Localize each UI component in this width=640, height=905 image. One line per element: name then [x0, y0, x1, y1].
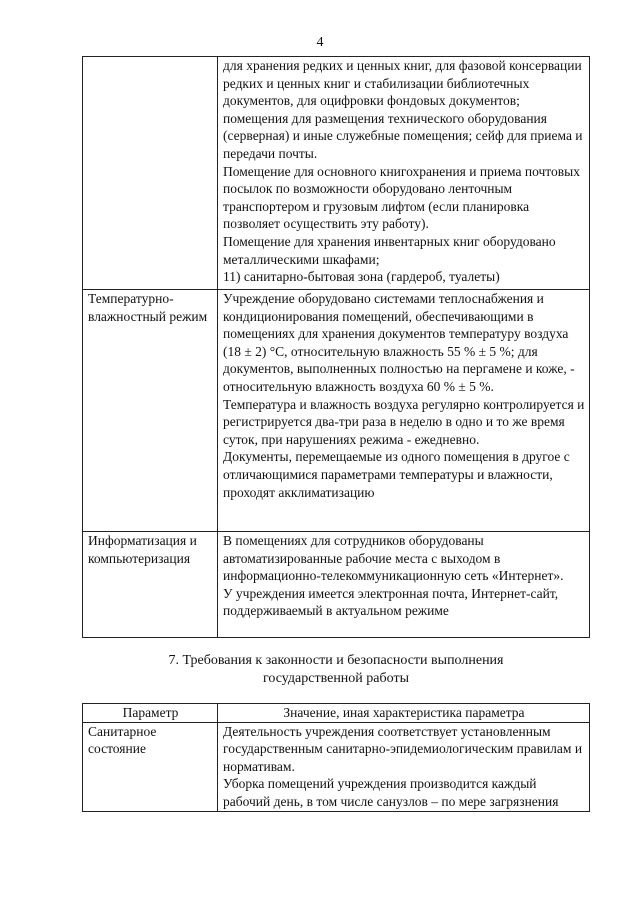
table-row: [83, 532, 590, 638]
table-header-row: [83, 704, 590, 723]
value-paragraph: Помещение для хранения инвентарных книг оборудовано металлическими шкафами;: [223, 233, 556, 267]
section-title-line: 7. Требования к законности и безопасности выполнения: [168, 653, 504, 668]
value-paragraph: Документы, перемещаемые из одного помещения в другое с отличающимися параметрами температуры и влажности, проходят акклиматизацию: [223, 449, 570, 500]
section-title-line: государственной работы: [263, 671, 409, 686]
value-paragraph: Деятельность учреждения соответствует установленным государственным санитарно-эпидемиологическим правилам и нормативам.: [223, 723, 583, 774]
page-number: 4: [316, 35, 324, 50]
value-paragraph: У учреждения имеется электронная почта, Интернет-сайт, поддерживаемый в актуальном режиме: [223, 585, 559, 619]
table-row: [83, 57, 590, 290]
value-paragraph: Температура и влажность воздуха регулярно контролируется и регистрируется два-три раза в неделю в одно и то же время суток, при нарушениях режима - ежедневно.: [223, 396, 585, 447]
table-row: [83, 722, 590, 811]
table-row: [83, 290, 590, 532]
requirements-table-continued: [82, 56, 590, 638]
legality-safety-table: [82, 703, 590, 812]
value-paragraph: Помещение для основного книгохранения и приема почтовых посылок по возможности оборудовано ленточным транспортером и грузовым лифтом (если планировка позволяет осуществить эту работу).: [223, 163, 580, 232]
param-cell: Санитарное состояние: [83, 722, 218, 811]
value-paragraph: Учреждение оборудовано системами теплоснабжения и кондиционирования помещений, обеспечивающими в помещениях для хранения документов температуру воздуха (18 ± 2) °С, относительную влажность 55 % ± 5 %; для документов, выполненных полностью на пергамене и коже, - относительную влажность воздуха 60 % ± 5 %.: [223, 291, 575, 394]
column-header-value: Значение, иная характеристика параметра: [218, 704, 590, 723]
param-cell: [83, 57, 218, 290]
param-cell: Температурно-влажностный режим: [83, 290, 218, 532]
param-cell: Информатизация и компьютеризация: [83, 532, 218, 638]
value-paragraph: В помещениях для сотрудников оборудованы автоматизированные рабочие места с выходом в информационно-телекоммуникационную сеть «Интернет».: [223, 533, 564, 584]
value-paragraph: Уборка помещений учреждения производится каждый рабочий день, в том числе санузлов – по мере загрязнения: [223, 776, 559, 809]
value-cell: [218, 57, 590, 290]
value-cell: [218, 290, 590, 532]
value-paragraph: 11) санитарно-бытовая зона (гардероб, туалеты): [223, 269, 500, 285]
column-header-param: Параметр: [83, 704, 218, 723]
value-cell: [218, 722, 590, 811]
section-title: [82, 652, 590, 688]
value-paragraph: для хранения редких и ценных книг, для фазовой консервации редких и ценных книг и стабилизации библиотечных документов, для оцифровки фондовых документов; помещения для размещения технического оборудования (серверная) и иные служебные помещения; сейф для приема и передачи почты.: [223, 58, 583, 161]
value-cell: [218, 532, 590, 638]
